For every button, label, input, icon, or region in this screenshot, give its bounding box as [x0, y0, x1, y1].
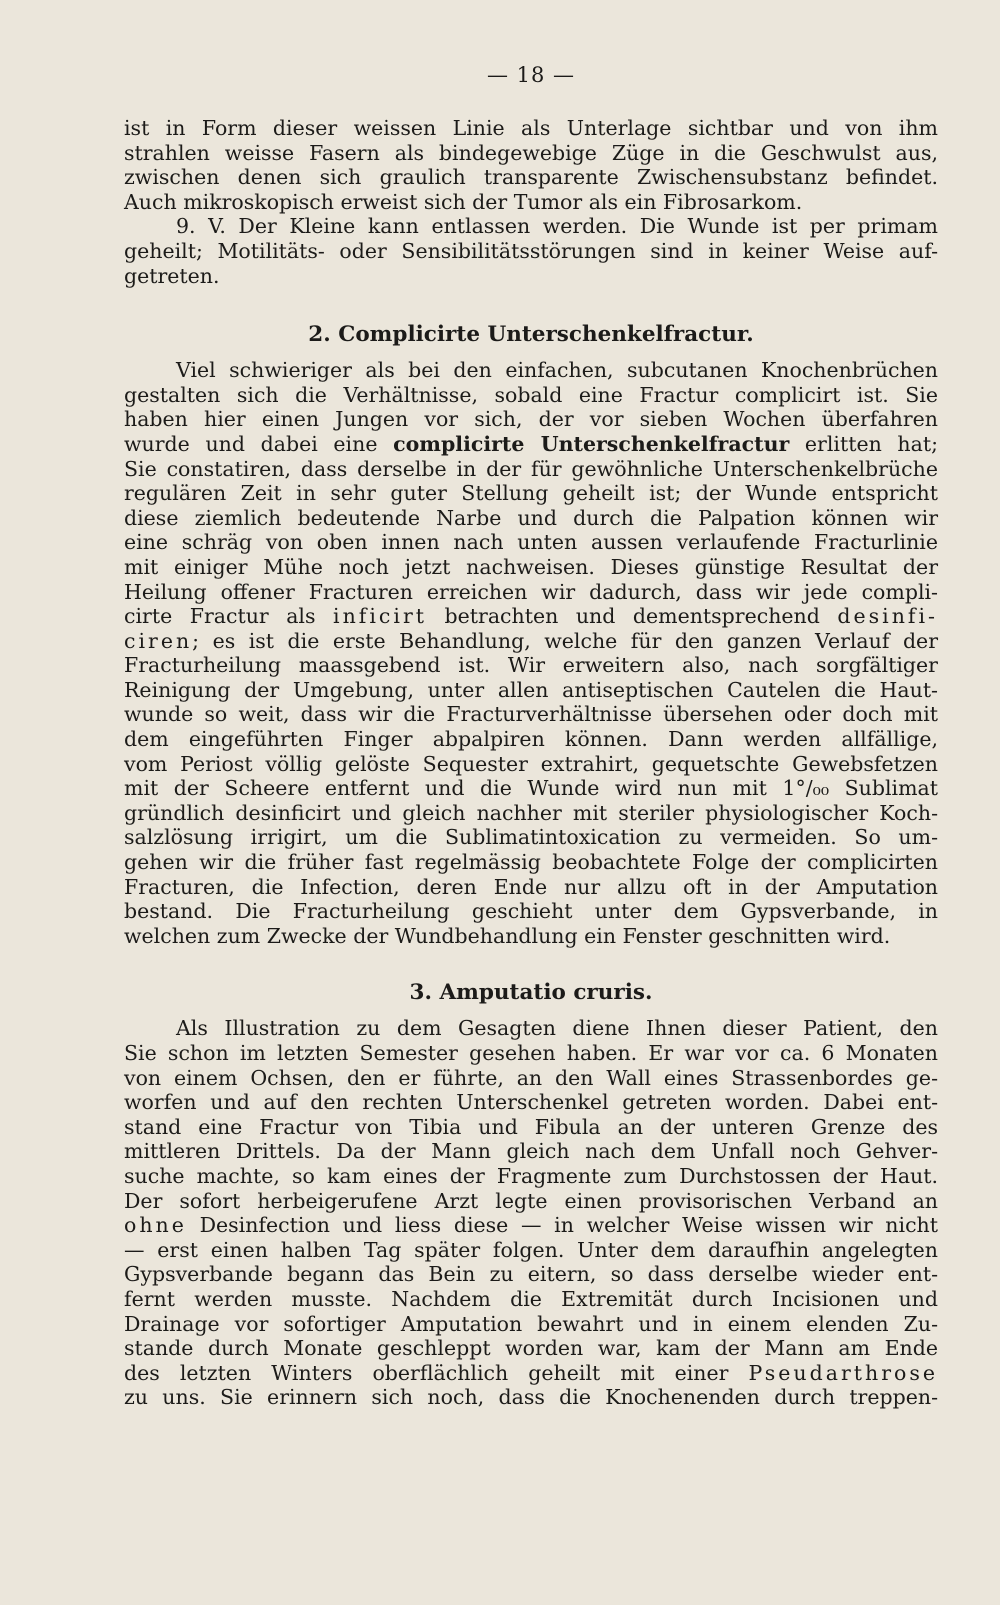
- text-line: dem eingeführten Finger abpalpiren können. Dann werden allfällige,: [124, 727, 938, 752]
- emphasis-spaced: Pseudarthrose: [748, 1360, 938, 1385]
- section-3-paragraph: [124, 1016, 938, 1410]
- text-run: erlitten hat;: [789, 431, 938, 456]
- emphasis-spaced: ohne: [124, 1213, 187, 1238]
- emphasis-bold: complicirte Unterschenkelfractur: [393, 431, 790, 456]
- text-line: regulären Zeit in sehr guter Stellung geheilt ist; der Wunde entspricht: [124, 481, 938, 506]
- text-line: Auch mikroskopisch erweist sich der Tumor als ein Fibrosarkom.: [124, 189, 803, 214]
- emphasis-spaced: ciren: [124, 628, 193, 653]
- text-line: — erst einen halben Tag später folgen. Unter dem daraufhin angelegten: [124, 1237, 938, 1262]
- text-line: 9. V. Der Kleine kann entlassen werden. Die Wunde ist per primam: [176, 214, 938, 239]
- intro-paragraph: [124, 116, 938, 288]
- text-line: [124, 432, 938, 457]
- text-line: getreten.: [124, 263, 220, 288]
- page-number: — 18 —: [486, 63, 576, 87]
- text-run: wurde und dabei eine: [124, 431, 394, 456]
- text-line: stand eine Fractur von Tibia und Fibula an der unteren Grenze des: [124, 1114, 938, 1139]
- text-line: bestand. Die Fracturheilung geschieht unter dem Gypsverbande, in: [124, 899, 938, 924]
- text-line: Fracturen, die Infection, deren Ende nur allzu oft in der Amputation: [124, 874, 938, 899]
- text-line: von einem Ochsen, den er führte, an den Wall eines Strassenbordes ge-: [124, 1065, 938, 1090]
- text-line: [124, 629, 938, 654]
- text-line: Sie constatiren, dass derselbe in der für gewöhnliche Unterschenkelbrüche: [124, 456, 938, 481]
- text-line: Drainage vor sofortiger Amputation bewahrt und in einem elenden Zu-: [124, 1311, 938, 1336]
- text-line: wunde so weit, dass wir die Fracturverhältnisse übersehen oder doch mit: [124, 702, 938, 727]
- emphasis-spaced: desinfi-: [837, 604, 938, 629]
- text-line: zu uns. Sie erinnern sich noch, dass die Knochenenden durch treppen-: [124, 1385, 938, 1410]
- text-line: mit der Scheere entfernt und die Wunde wird nun mit 1°/₀₀ Sublimat: [124, 776, 938, 801]
- text-line: diese ziemlich bedeutende Narbe und durch die Palpation können wir: [124, 505, 938, 530]
- text-line: gestalten sich die Verhältnisse, sobald eine Fractur complicirt ist. Sie: [124, 382, 938, 407]
- text-line: Als Illustration zu dem Gesagten diene Ihnen dieser Patient, den: [176, 1016, 938, 1041]
- text-line: [124, 1213, 938, 1238]
- text-line: haben hier einen Jungen vor sich, der vor sieben Wochen überfahren: [124, 407, 938, 432]
- text-run: des letzten Winters oberflächlich geheilt mit einer: [124, 1360, 749, 1385]
- emphasis-spaced: inficirt: [333, 604, 428, 629]
- text-line: eine schräg von oben innen nach unten aussen verlaufende Fracturlinie: [124, 530, 938, 555]
- text-line: suche machte, so kam eines der Fragmente zum Durchstossen der Haut.: [124, 1163, 938, 1188]
- text-line: Der sofort herbeigerufene Arzt legte einen provisorischen Verband an: [124, 1188, 938, 1213]
- text-line: welchen zum Zwecke der Wundbehandlung ein Fenster geschnitten wird.: [124, 923, 891, 948]
- text-line: ist in Form dieser weissen Linie als Unterlage sichtbar und von ihm: [124, 116, 938, 140]
- text-line: vom Periost völlig gelöste Sequester extrahirt, gequetschte Gewebsfetzen: [124, 751, 938, 776]
- text-line: [124, 604, 938, 629]
- text-line: stande durch Monate geschleppt worden war, kam der Mann am Ende: [124, 1336, 938, 1361]
- text-line: worfen und auf den rechten Unterschenkel getreten worden. Dabei ent-: [124, 1090, 938, 1115]
- text-line: gehen wir die früher fast regelmässig beobachtete Folge der complicirten: [124, 850, 938, 875]
- text-line: zwischen denen sich graulich transparente Zwischensubstanz befindet.: [124, 165, 938, 190]
- text-run: cirte Fractur als: [124, 604, 334, 629]
- text-line: geheilt; Motilitäts- oder Sensibilitätsstörungen sind in keiner Weise auf-: [124, 238, 938, 263]
- text-line: Fracturheilung maassgebend ist. Wir erweitern also, nach sorgfältiger: [124, 653, 938, 678]
- text-run: Desinfection und liess diese — in welcher Weise wissen wir nicht: [186, 1213, 938, 1238]
- text-line: gründlich desinficirt und gleich nachher mit steriler physiologischer Koch-: [124, 800, 938, 825]
- text-line: Reinigung der Umgebung, unter allen antiseptischen Cautelen die Haut-: [124, 677, 938, 702]
- text-line: strahlen weisse Fasern als bindegewebige Züge in die Geschwulst aus,: [124, 140, 938, 165]
- text-line: mit einiger Mühe noch jetzt nachweisen. Dieses günstige Resultat der: [124, 554, 938, 579]
- section-heading: 2. Complicirte Unterschenkelfractur.: [308, 322, 754, 348]
- section-heading: 3. Amputatio cruris.: [409, 980, 653, 1006]
- text-line: fernt werden musste. Nachdem die Extremität durch Incisionen und: [124, 1286, 938, 1311]
- text-run: betrachten und dementsprechend: [427, 604, 838, 629]
- text-line: [124, 1361, 938, 1386]
- text-line: Viel schwieriger als bei den einfachen, subcutanen Knochenbrüchen: [176, 358, 938, 383]
- text-line: salzlösung irrigirt, um die Sublimatintoxication zu vermeiden. So um-: [124, 825, 938, 850]
- text-run: ; es ist die erste Behandlung, welche für den ganzen Verlauf der: [192, 628, 938, 653]
- section-2-paragraph: [124, 358, 938, 948]
- text-line: Sie schon im letzten Semester gesehen haben. Er war vor ca. 6 Monaten: [124, 1041, 938, 1065]
- text-line: Heilung offener Fracturen erreichen wir dadurch, dass wir jede compli-: [124, 579, 938, 604]
- text-line: mittleren Drittels. Da der Mann gleich nach dem Unfall noch Gehver-: [124, 1139, 938, 1164]
- text-line: Gypsverbande begann das Bein zu eitern, so dass derselbe wieder ent-: [124, 1262, 938, 1287]
